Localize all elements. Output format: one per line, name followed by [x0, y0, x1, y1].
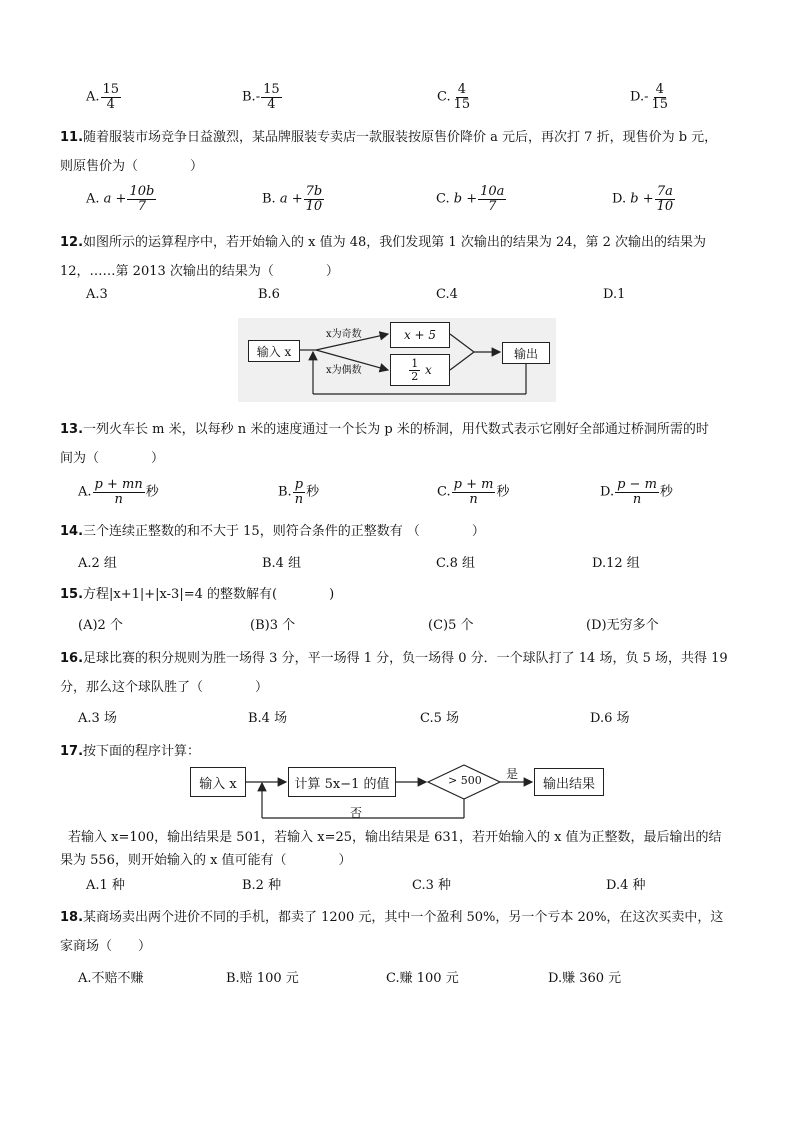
q17-stem: 17.按下面的程序计算： — [60, 744, 201, 759]
q11-option-b: B. a + $\frac{7b}{10}$ — [262, 184, 323, 214]
q12-option-a: A.3 — [86, 287, 108, 302]
fraction: $\frac{4}{15}$ — [651, 82, 669, 112]
q17-option-b: B.2 种 — [242, 878, 282, 893]
q10-option-b: B.- $\frac{15}{4}$ — [242, 82, 280, 112]
q12-output-box: 输出 — [502, 342, 550, 364]
q16-option-a: A.3 场 — [78, 711, 117, 726]
q13-option-d: D. $\frac{p - m}{n}$ 秒 — [600, 477, 673, 507]
fraction: $\frac{1}{2}$ — [411, 356, 419, 383]
q17-output-box: 输出结果 — [534, 768, 604, 796]
q13-option-a: A. $\frac{p + mn}{n}$ 秒 — [78, 477, 159, 507]
fraction: $\frac{p + m}{n}$ — [453, 477, 494, 507]
q12-option-b: B.6 — [258, 287, 280, 302]
q18-option-d: D.赚 360 元 — [548, 971, 622, 986]
q18-option-b: B.赔 100 元 — [226, 971, 299, 986]
fraction: $\frac{10a}{7}$ — [480, 184, 505, 214]
q15-option-c: (C)5 个 — [428, 618, 474, 633]
q18-stem-line1: 18.某商场卖出两个进价不同的手机，都卖了 1200 元，其中一个盈利 50%，另一个亏本 20%，在这次买卖中，这 — [60, 910, 724, 925]
fraction: $\frac{15}{4}$ — [263, 82, 280, 112]
q12-stem-line1: 12.如图所示的运算程序中，若开始输入的 x 值为 48，我们发现第 1 次输出的结果为 24，第 2 次输出的结果为 — [60, 235, 707, 250]
q13-stem-line1: 13.一列火车长 m 米，以每秒 n 米的速度通过一个长为 p 米的桥洞，用代数式表示它刚好全部通过桥洞所需的时 — [60, 422, 709, 437]
q11-option-a: A. a + $\frac{10b}{7}$ — [86, 184, 155, 214]
q17-yes-label: 是 — [506, 767, 519, 781]
q17-input-box: 输入 x — [190, 767, 246, 797]
q17-option-a: A.1 种 — [86, 878, 125, 893]
q12-odd-box: x + 5 — [390, 322, 450, 348]
q18-option-a: A.不赔不赚 — [78, 971, 144, 986]
q16-option-b: B.4 场 — [248, 711, 288, 726]
fraction: $\frac{10b}{7}$ — [129, 184, 155, 214]
q15-option-a: (A)2 个 — [78, 618, 123, 633]
q12-option-c: C.4 — [436, 287, 458, 302]
q17-compute-box: 计算 5x−1 的值 — [288, 767, 396, 797]
q15-option-d: (D)无穷多个 — [586, 618, 659, 633]
q16-option-d: D.6 场 — [590, 711, 630, 726]
q10-option-a: A. $\frac{15}{4}$ — [86, 82, 120, 112]
fraction: $\frac{p - m}{n}$ — [617, 477, 657, 507]
q18-option-c: C.赚 100 元 — [386, 971, 459, 986]
q15-option-b: (B)3 个 — [250, 618, 296, 633]
q16-stem-line2: 分，那么这个球队胜了（ ） — [60, 680, 269, 695]
q17-option-d: D.4 种 — [606, 878, 646, 893]
q14-option-c: C.8 组 — [436, 556, 476, 571]
q12-even-box: $\frac{1}{2}$ x — [390, 354, 450, 386]
q10-option-d: D.- $\frac{4}{15}$ — [630, 82, 669, 112]
q12-option-d: D.1 — [603, 287, 626, 302]
q12-even-label: x为偶数 — [326, 365, 362, 376]
fraction: $\frac{p}{n}$ — [294, 477, 304, 507]
q13-option-b: B. $\frac{p}{n}$ 秒 — [278, 477, 320, 507]
q17-flowchart — [186, 762, 612, 824]
q18-stem-line2: 家商场（ ） — [60, 939, 152, 954]
fraction: $\frac{7a}{10}$ — [656, 184, 674, 214]
q13-stem-line2: 间为（ ） — [60, 451, 165, 466]
q17-stem-line2: 若输入 x=100，输出结果是 501，若输入 x=25，输出结果是 631，若开始输入的 x 值为正整数，最后输出的结 — [68, 830, 722, 845]
q12-odd-label: x为奇数 — [326, 329, 362, 340]
q14-option-d: D.12 组 — [592, 556, 640, 571]
q10-option-c: C. $\frac{4}{15}$ — [437, 82, 471, 112]
fraction: $\frac{p + mn}{n}$ — [94, 477, 143, 507]
q13-option-c: C. $\frac{p + m}{n}$ 秒 — [437, 477, 510, 507]
fraction: $\frac{7b}{10}$ — [305, 184, 323, 214]
q11-stem-line1: 11.随着服装市场竞争日益激烈，某品牌服装专卖店一款服装按原售价降价 a 元后，再次打 7 折，现售价为 b 元， — [60, 130, 718, 145]
q16-stem-line1: 16.足球比赛的积分规则为胜一场得 3 分，平一场得 1 分，负一场得 0 分．一个球队打了 14 场，负 5 场，共得 19 — [60, 651, 728, 666]
q11-option-d: D. b + $\frac{7a}{10}$ — [612, 184, 674, 214]
q12-flowchart — [238, 318, 556, 402]
q15-stem: 15.方程|x+1|+|x-3|=4 的整数解有( ) — [60, 587, 335, 602]
q12-input-box: 输入 x — [248, 340, 300, 362]
q17-no-label: 否 — [350, 806, 363, 820]
q11-stem-line2: 则原售价为（ ） — [60, 159, 204, 174]
q17-compare-label: > 500 — [448, 774, 482, 787]
q17-option-c: C.3 种 — [412, 878, 452, 893]
fraction: $\frac{15}{4}$ — [102, 82, 120, 112]
q14-stem: 14.三个连续正整数的和不大于 15，则符合条件的正整数有 （ ） — [60, 524, 485, 539]
q14-option-b: B.4 组 — [262, 556, 302, 571]
q12-stem-line2: 12，……第 2013 次输出的结果为（ ） — [60, 264, 339, 279]
q17-stem-line3: 果为 556，则开始输入的 x 值可能有（ ） — [60, 853, 352, 868]
q14-option-a: A.2 组 — [78, 556, 117, 571]
q11-option-c: C. b + $\frac{10a}{7}$ — [436, 184, 505, 214]
q16-option-c: C.5 场 — [420, 711, 460, 726]
fraction: $\frac{4}{15}$ — [453, 82, 471, 112]
